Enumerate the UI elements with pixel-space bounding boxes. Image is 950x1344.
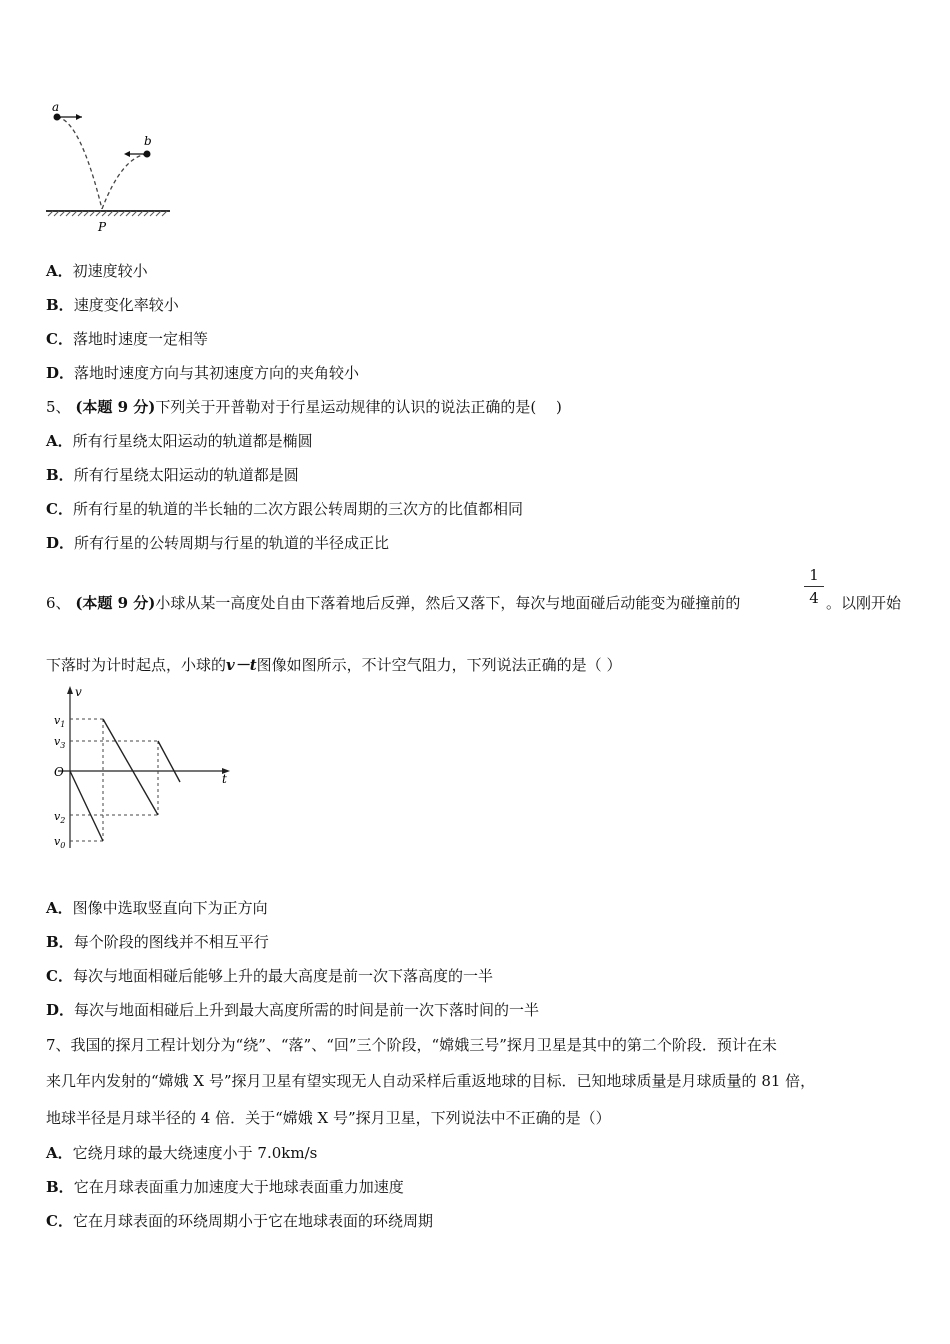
- q7-option-b: B．它在月球表面重力加速度大于地球表面重力加速度: [46, 1178, 404, 1196]
- vt-graph: [46, 684, 246, 869]
- q5-option-d: D．所有行星的公转周期与行星的轨道的半径成正比: [46, 534, 390, 552]
- fraction-one-quarter: 1 4: [804, 566, 824, 607]
- q5-option-c: C．所有行星的轨道的半长轴的二次方跟公转周期的三次方的比值都相同: [46, 500, 523, 518]
- origin-label: O: [54, 765, 64, 779]
- q7-stem-line1: 7、我国的探月工程计划分为“绕”、“落”、“回”三个阶段，“嫦娥三号”探月卫星是其中的第二个阶段．预计在未: [46, 1036, 777, 1054]
- q7-stem-line3: 地球半径是月球半径的 4 倍．关于“嫦娥 X 号”探月卫星，下列说法中不正确的是（）: [46, 1109, 611, 1127]
- q6-stem-line2: 下落时为计时起点，小球的v－t图像如图所示，不计空气阻力，下列说法正确的是（ ）: [46, 656, 622, 674]
- label-b: b: [144, 134, 152, 148]
- v3-label: $v_3$: [54, 735, 66, 750]
- q6-stem-line1-end: 。以刚开始: [826, 594, 902, 612]
- q5-option-b: B．所有行星绕太阳运动的轨道都是圆: [46, 466, 299, 484]
- ball-a: [54, 114, 61, 121]
- q5-stem: 5、 (本题 9 分)下列关于开普勒对于行星运动规律的认识的说法正确的是( ): [46, 398, 562, 416]
- label-a: a: [52, 100, 60, 114]
- segment-1: [70, 771, 103, 841]
- q7-option-c: C．它在月球表面的环绕周期小于它在地球表面的环绕周期: [46, 1212, 433, 1230]
- q4-option-b: B．速度变化率较小: [46, 296, 179, 314]
- ball-b: [144, 151, 151, 158]
- q7-option-a: A．它绕月球的最大绕速度小于 7.0km/s: [46, 1144, 318, 1162]
- v0-label: $v_0$: [54, 835, 66, 850]
- q4-option-d: D．落地时速度方向与其初速度方向的夹角较小: [46, 364, 360, 382]
- v1-label: $v_1$: [54, 714, 66, 729]
- trajectory-a: [57, 117, 102, 209]
- projectile-figure: [40, 95, 180, 240]
- axis-t-label: t: [222, 772, 227, 786]
- label-p: P: [98, 220, 107, 234]
- trajectory-b: [102, 154, 147, 209]
- v2-label: $v_2$: [54, 810, 66, 825]
- q5-option-a: A．所有行星绕太阳运动的轨道都是椭圆: [46, 432, 313, 450]
- q6-option-b: B．每个阶段的图线并不相互平行: [46, 933, 269, 951]
- segment-2: [103, 719, 158, 815]
- q4-option-a: A．初速度较小: [46, 262, 148, 280]
- q6-stem-line1: 6、 (本题 9 分)小球从某一高度处自由下落着地后反弹，然后又落下，每次与地面碰后动能变为碰撞前的: [46, 594, 741, 612]
- q6-option-c: C．每次与地面相碰后能够上升的最大高度是前一次下落高度的一半: [46, 967, 493, 985]
- axis-v-label: v: [75, 685, 82, 699]
- q6-option-a: A．图像中选取竖直向下为正方向: [46, 899, 268, 917]
- q6-option-d: D．每次与地面相碰后上升到最大高度所需的时间是前一次下落时间的一半: [46, 1001, 540, 1019]
- q4-option-c: C．落地时速度一定相等: [46, 330, 208, 348]
- vt-segments: [70, 719, 180, 841]
- q7-stem-line2: 来几年内发射的“嫦娥 X 号”探月卫星有望实现无人自动采样后重返地球的目标．已知地球质量是月球质量的 81 倍，: [46, 1072, 816, 1090]
- segment-3: [158, 741, 180, 782]
